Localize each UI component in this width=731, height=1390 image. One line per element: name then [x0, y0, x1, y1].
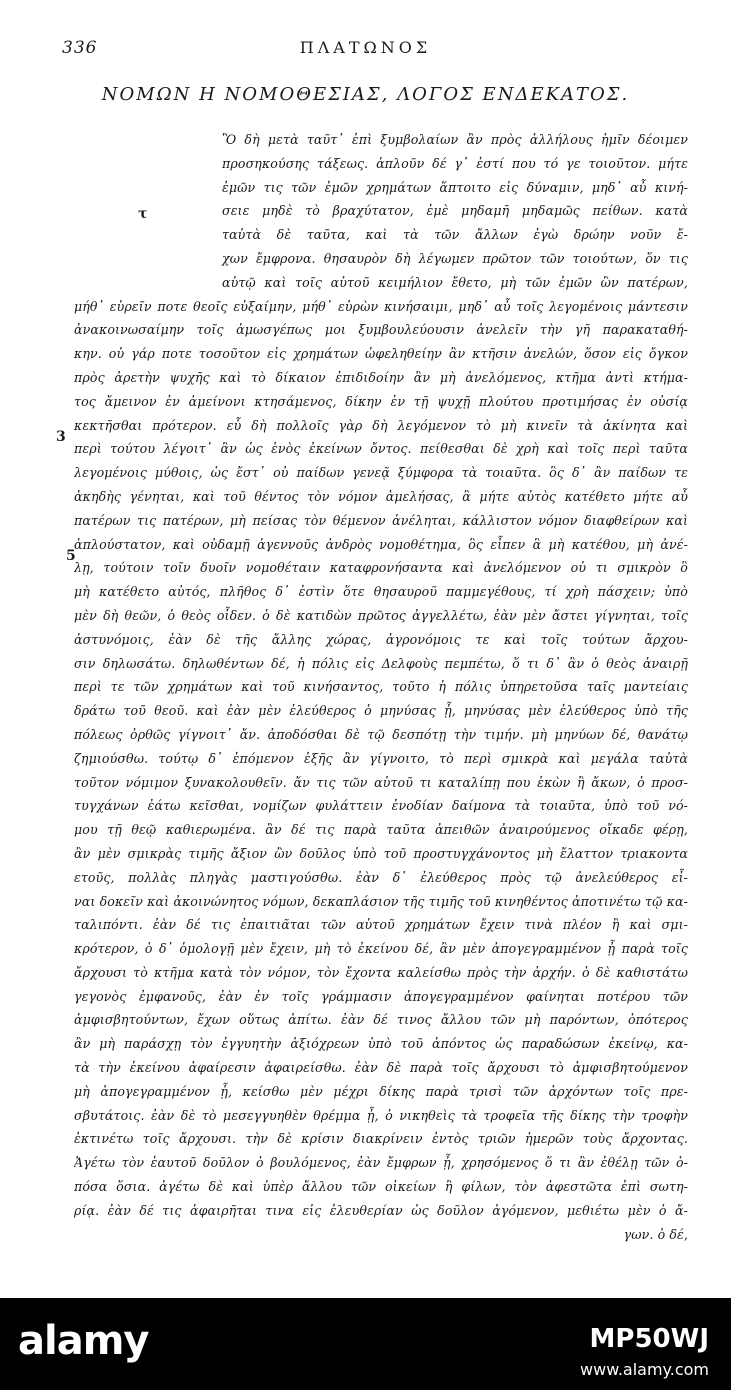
text-line: ετοῦς, πολλὰς πληγὰς μαστιγούσθω. ἐὰν δ᾽ ἐλεύθερος πρὸς τῷ ἀνελεύθερος εἶ-: [74, 869, 688, 885]
brand-logo: alamy: [18, 1318, 149, 1364]
text-line: μου τῇ θεῷ καθιερωμένα. ἂν δέ τις παρὰ ταῦτα ἀπειθῶν ἀναιρούμενος οἴκαδε φέρῃ,: [74, 822, 688, 838]
text-line: Ὃ δὴ μετὰ ταῦτ᾽ ἐπὶ ξυμβολαίων ἂν πρὸς ἀλλήλους ἡμῖν δέοιμεν: [222, 132, 688, 147]
text-line: πόσα ὅσια. ἀγέτω δὲ καὶ ὑπὲρ ἄλλου τῶν οἰκείων ἢ φίλων, τὸν ἀφεστῶτα ἐπὶ σωτη-: [74, 1179, 688, 1195]
text-line: αὑτῷ καὶ τοῖς αὑτοῦ κειμήλιον ἔθετο, μὴ τῶν ἐμῶν ὢν πατέρων,: [222, 274, 688, 290]
text-line: χων ἔμφρονα. θησαυρὸν δὴ λέγωμεν πρῶτον τῶν τοιούτων, ὅν τις: [222, 250, 688, 266]
running-title: ΠΛΑΤΩΝΟΣ: [299, 38, 432, 57]
text-line: ταὐτὰ δὲ ταῦτα, καὶ τὰ τῶν ἄλλων ἐγὼ δρώην νοῦν ἔ-: [222, 227, 688, 243]
text-line: τοῦτον νόμιμον ξυνακολουθεῖν. ἄν τις τῶν αὑτοῦ τι καταλίπῃ που ἑκὼν ἢ ἄκων, ὁ προσ-: [74, 774, 688, 790]
text-line: περὶ τούτου λέγοιτ᾽ ἂν ὡς ἑνὸς ἐκείνων ὄντος. πείθεσθαι δὲ χρὴ καὶ τοῖς περὶ ταῦτα: [74, 441, 688, 457]
marginal-note: 3: [56, 429, 66, 445]
text-line: ἀμφισβητούντων, ἔχων οὕτως ἀπίτω. ἐὰν δέ τινος ἄλλου τῶν μὴ παρόντων, ὁπότερος: [74, 1012, 688, 1028]
book-title: ΝΟΜΩΝ Η ΝΟΜΟΘΕΣΙΑΣ, ΛΟΓΟΣ ΕΝΔΕΚΑΤΟΣ.: [101, 84, 630, 105]
text-line: σβυτάτοις. ἐὰν δὲ τὸ μεσεγγυηθὲν θρέμμα ᾖ, ὁ νικηθεὶς τὰ τροφεῖα τῆς δίκης τὴν τροφὴν: [74, 1107, 688, 1123]
text-line: περὶ τε τῶν χρημάτων καὶ τοῦ κινήσαντος, τοῦτο ἡ πόλις ὑπηρετοῦσα ταῖς μαντείαις: [74, 679, 688, 695]
text-line: μήθ᾽ εὑρεῖν ποτε θεοῖς εὐξαίμην, μήθ᾽ εὑρὼν κινήσαιμι, μηδ᾽ αὖ τοῖς λεγομένοις μάντεσιν: [74, 298, 688, 314]
text-line: τος ἄμεινον ἐν ἀμείνονι κτησάμενος, δίκην ἐν τῇ ψυχῇ πλούτου προτιμήσας ἐν οὐσίᾳ: [74, 393, 688, 409]
text-line: κην. οὐ γάρ ποτε τοσοῦτον εἰς χρημάτων ὠφεληθείην ἂν κτῆσιν ἀνελών, ὅσον εἰς ὄγκον: [74, 346, 688, 362]
text-line: σειε μηδὲ τὸ βραχύτατον, ἐμὲ μηδαμῆ μηδαμῶς πείθων. κατὰ: [222, 203, 688, 219]
text-line: τὰ τὴν ἐκείνου ἀφαίρεσιν ἀφαιρείσθω. ἐὰν δὲ παρὰ τοῖς ἄρχουσι τὸ ἀμφισβητούμενον: [74, 1060, 688, 1076]
text-line: τυγχάνων ἐάτω κεῖσθαι, νομίζων φυλάττειν ἐνοδίαν δαίμονα τὰ τοιαῦτα, ὑπὸ τοῦ νό-: [74, 798, 688, 814]
text-line: λεγομένοις μύθοις, ὡς ἔστ᾽ οὐ παίδων γενεᾷ ξύμφορα τὰ τοιαῦτα. ὃς δ᾽ ἂν παίδων τε: [74, 465, 688, 481]
text-line: πατέρων τις πατέρων, μὴ πείσας τὸν θέμενον ἀνέληται, κάλλιστον νόμον διαφθείρων καὶ: [74, 512, 688, 528]
text-line: μὲν δὴ θεῶν, ὁ θεὸς οἶδεν. ὁ δὲ κατιδὼν πρῶτος ἀγγελλέτω, ἐὰν μὲν ἄστει γίγνηται, τοῖς: [74, 607, 688, 623]
page-number: 336: [62, 38, 98, 58]
text-line: μὴ ἀπογεγραμμένον ᾖ, κείσθω μὲν μέχρι δίκης παρὰ τρισὶ τῶν ἀρχόντων τοῖς πρε-: [74, 1083, 688, 1099]
text-line: μὴ κατέθετο αὐτός, πλῆθος δ᾽ ἐστὶν ὅτε θησαυροῦ παμμεγέθους, τί χρὴ πάσχειν; ὑπὸ: [74, 584, 688, 600]
text-line: γων. ὁ δέ,: [623, 1226, 688, 1242]
watermark-banner: [0, 1298, 731, 1390]
text-line: ταλιπόντι. ἐὰν δέ τις ἐπαιτιᾶται τῶν αὑτοῦ χρημάτων ἔχειν τινὰ πλέον ἢ καὶ σμι-: [74, 917, 688, 933]
text-line: ναι δοκεῖν καὶ ἀκοινώνητος νόμων, δεκαπλάσιον τῆς τιμῆς τοῦ κινηθέντος ἀποτινέτω τῷ κα-: [74, 893, 688, 909]
text-line: πρὸς ἀρετὴν ψυχῆς καὶ τὸ δίκαιον ἐπιδιδοίην ἂν μὴ ἀνελόμενος, κτῆμα ἀντὶ κτήμα-: [74, 369, 688, 385]
text-line: γεγονὸς ἐμφανοῦς, ἐὰν ἐν τοῖς γράμμασιν ἀπογεγραμμένον φαίνηται ποτέρου τῶν: [74, 988, 688, 1004]
text-line: κεκτῆσθαι πρότερον. εὖ δὴ πολλοῖς γὰρ δὴ λεγόμενον τὸ μὴ κινεῖν τὰ ἀκίνητα καὶ: [74, 417, 688, 433]
text-line: σιν δηλωσάτω. δηλωθέντων δέ, ἡ πόλις εἰς Δελφοὺς πεμπέτω, ὅ τι δ᾽ ἂν ὁ θεὸς ἀναιρῇ: [74, 655, 688, 671]
text-line: προσηκούσης τάξεως. ἁπλοῦν δέ γ᾽ ἐστί που τό γε τοιοῦτον. μήτε: [222, 155, 688, 171]
text-line: λῃ, τούτοιν τοῖν δυοῖν νομοθέταιν καταφρονήσαντα καὶ ἀνελόμενον οὐ τι σμικρὸν ὃ: [74, 560, 688, 576]
text-line: δράτω τοῦ θεοῦ. καὶ ἐὰν μὲν ἐλεύθερος ὁ μηνύσας ᾖ, μηνύσας μὲν ἐλεύθερος ὑπὸ τῆς: [74, 703, 688, 719]
marginal-note: τ: [138, 206, 148, 222]
text-line: ἁπλούστατον, καὶ οὐδαμῇ ἀγεννοῦς ἀνδρὸς νομοθέτημα, ὃς εἶπεν ἃ μὴ κατέθου, μὴ ἀνέ-: [74, 536, 688, 552]
text-line: ἐμῶν τις τῶν ἐμῶν χρημάτων ἅπτοιτο εἰς δύναμιν, μηδ᾽ αὖ κινή-: [222, 179, 688, 195]
text-line: ἀκηδὴς γένηται, καὶ τοῦ θέντος τὸν νόμον ἀμελήσας, ἃ μήτε αὐτὸς κατέθετο μήτε αὖ: [74, 488, 688, 504]
text-line: ἀνακοινωσαίμην τοῖς ἁμωσγέπως μοι ξυμβουλεύουσιν ἀνελεῖν τὴν γῆ παρακαταθή-: [74, 322, 688, 338]
text-line: ζημιούσθω. τούτῳ δ᾽ ἑπόμενον ἑξῆς ἂν γίγνοιτο, τὸ περὶ σμικρὰ καὶ μεγάλα ταὐτὰ: [74, 750, 688, 766]
text-line: ἂν μὲν σμικρὰς τιμῆς ἄξιον ὢν δοῦλος ὑπὸ τοῦ προστυγχάνοντος μὴ ἔλαττον τριακοντα: [74, 845, 688, 861]
image-id: MP50WJ: [589, 1324, 709, 1354]
text-line: Ἀγέτω τὸν ἑαυτοῦ δοῦλον ὁ βουλόμενος, ἐὰν ἔμφρων ᾖ, χρησόμενος ὅ τι ἂν ἐθέλῃ τῶν ὁ-: [74, 1155, 688, 1171]
text-line: ρίᾳ. ἐὰν δέ τις ἀφαιρῆται τινα εἰς ἐλευθερίαν ὡς δοῦλον ἀγόμενον, μεθιέτω μὲν ὁ ἄ-: [74, 1202, 688, 1218]
text-line: ἐκτινέτω τοῖς ἄρχουσι. τὴν δὲ κρίσιν διακρίνειν ἐντὸς τριῶν ἡμερῶν τοὺς ἄρχοντας.: [74, 1131, 688, 1147]
text-line: ἂν μὴ παράσχῃ τὸν ἐγγυητὴν ἀξιόχρεων ὑπὸ τοῦ ἀπόντος ὡς παραδώσων ἐκείνῳ, κα-: [74, 1036, 688, 1052]
text-line: πόλεως ὀρθῶς γίγνοιτ᾽ ἄν. ἀποδόσθαι δὲ τῷ δεσπότῃ τὴν τιμήν. μὴ μηνύων δέ, θανάτῳ: [74, 726, 688, 742]
text-line: κρότερον, ὁ δ᾽ ὁμολογῇ μὲν ἔχειν, μὴ τὸ ἐκείνου δέ, ἂν μὲν ἀπογεγραμμένον ᾖ παρὰ τοῖς: [74, 941, 688, 957]
text-line: ἀστυνόμοις, ἐὰν δὲ τῆς ἄλλης χώρας, ἀγρονόμοις τε καὶ τοῖς τούτων ἄρχου-: [74, 631, 688, 647]
site-url: www.alamy.com: [580, 1360, 709, 1379]
marginal-note: 5: [66, 548, 76, 564]
page-header: [0, 38, 731, 68]
text-line: ἄρχουσι τὸ κτῆμα κατὰ τὸν νόμον, τὸν ἔχοντα καλείσθω πρὸς τὴν ἀρχήν. ὁ δὲ καθιστάτω: [74, 964, 688, 980]
body-text: [74, 128, 688, 1246]
